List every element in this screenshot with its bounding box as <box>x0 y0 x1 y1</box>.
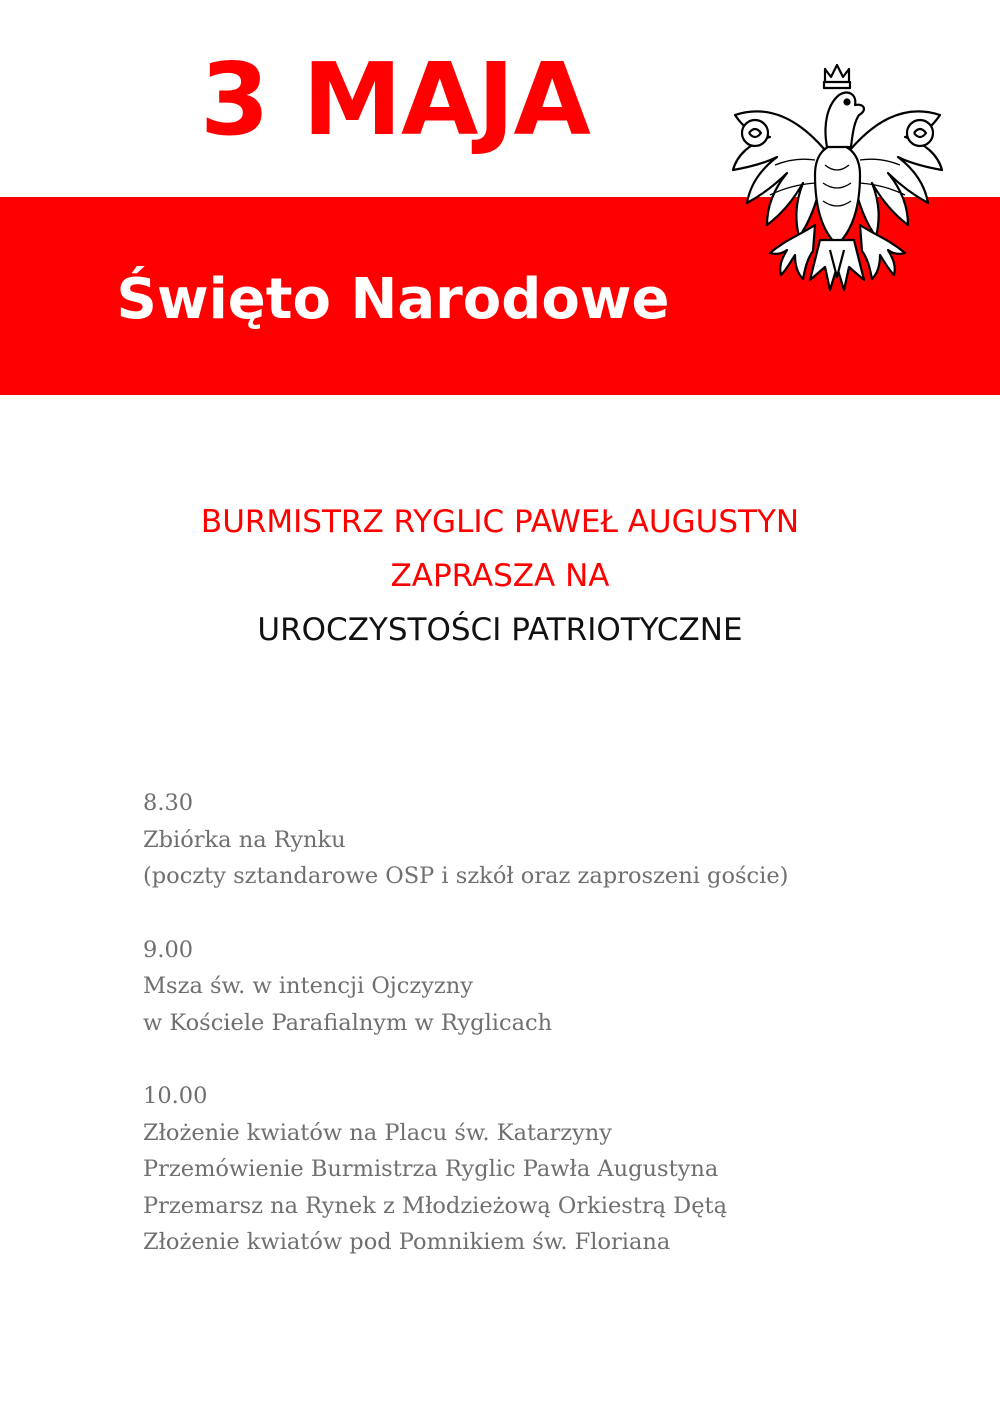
program-item <box>143 1078 903 1261</box>
program-item <box>143 785 903 895</box>
program-line: Złożenie kwiatów na Placu św. Katarzyny <box>143 1119 612 1146</box>
program-line: w Kościele Parafialnym w Ryglicach <box>143 1009 553 1036</box>
program-line: Złożenie kwiatów pod Pomnikiem św. Floriana <box>143 1229 671 1255</box>
page-title: 3 MAJA <box>200 41 590 158</box>
program-line: Przemarsz na Rynek z Młodzieżową Orkiestrą Dętą <box>143 1192 727 1219</box>
eagle-emblem-icon <box>715 55 960 305</box>
program-time: 10.00 <box>143 1083 208 1109</box>
program-item <box>143 932 903 1042</box>
invitation-line-2: ZAPRASZA NA <box>390 558 610 594</box>
program-line: Zbiórka na Rynku <box>143 826 346 853</box>
program-line: Przemówienie Burmistrza Ryglic Pawła Augustyna <box>143 1156 719 1182</box>
program-line: Msza św. w intencji Ojczyzny <box>143 973 473 999</box>
program-line: (poczty sztandarowe OSP i szkół oraz zaproszeni goście) <box>143 863 789 889</box>
program-time: 9.00 <box>143 936 194 963</box>
invitation-line-1: BURMISTRZ RYGLIC PAWEŁ AUGUSTYN <box>200 504 800 540</box>
invitation-line-3: UROCZYSTOŚCI PATRIOTYCZNE <box>257 612 743 648</box>
page-subtitle: Święto Narodowe <box>116 267 670 332</box>
program-time: 8.30 <box>143 790 194 816</box>
event-program <box>143 785 903 1298</box>
